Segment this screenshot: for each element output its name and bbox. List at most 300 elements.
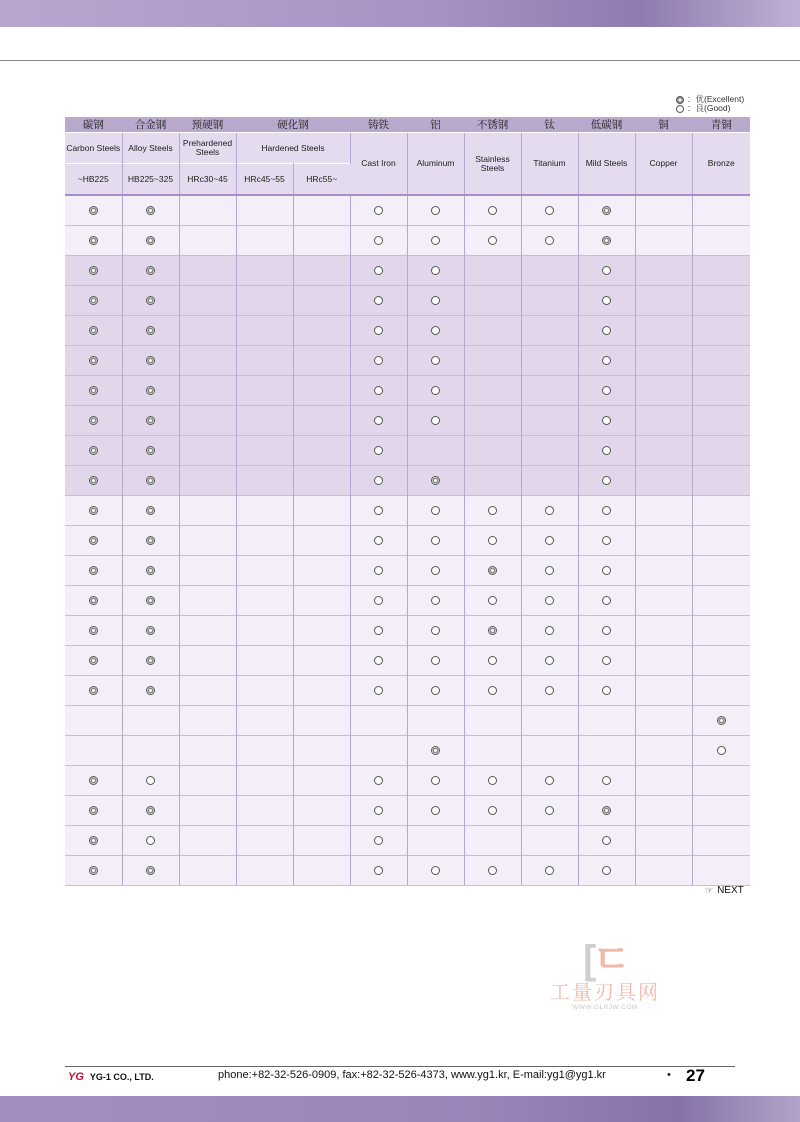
table-cell xyxy=(407,736,464,766)
excellent-icon xyxy=(146,506,155,515)
table-cell xyxy=(122,496,179,526)
table-cell xyxy=(578,526,635,556)
good-icon xyxy=(488,536,497,545)
good-icon xyxy=(431,686,440,695)
table-cell xyxy=(122,556,179,586)
table-cell xyxy=(578,856,635,886)
table-cell xyxy=(692,796,750,826)
table-cell xyxy=(692,466,750,496)
table-cell xyxy=(350,646,407,676)
excellent-icon xyxy=(146,566,155,575)
table-cell xyxy=(578,586,635,616)
table-cell xyxy=(122,616,179,646)
table-cell xyxy=(464,316,521,346)
table-cell xyxy=(464,826,521,856)
table-cell xyxy=(407,706,464,736)
good-icon xyxy=(602,836,611,845)
footer-bullet: • xyxy=(667,1069,671,1081)
good-icon xyxy=(602,656,611,665)
table-cell xyxy=(635,856,692,886)
table-cell xyxy=(635,676,692,706)
table-cell xyxy=(692,226,750,256)
table-cell xyxy=(407,376,464,406)
table-cell xyxy=(521,826,578,856)
table-cell xyxy=(692,346,750,376)
table-cell xyxy=(578,256,635,286)
table-row xyxy=(65,466,750,496)
good-icon xyxy=(431,206,440,215)
bottom-decorative-band xyxy=(0,1096,800,1122)
table-cell xyxy=(407,406,464,436)
table-cell xyxy=(407,796,464,826)
table-cell xyxy=(692,736,750,766)
good-icon xyxy=(545,236,554,245)
watermark xyxy=(530,940,680,1011)
table-cell xyxy=(407,226,464,256)
excellent-icon xyxy=(89,236,98,245)
table-cell xyxy=(122,316,179,346)
table-cell xyxy=(635,195,692,226)
good-icon xyxy=(602,866,611,875)
good-icon xyxy=(545,776,554,785)
col-copper: Copper xyxy=(635,133,692,196)
table-cell xyxy=(179,406,236,436)
table-cell xyxy=(65,856,122,886)
table-cell xyxy=(293,646,350,676)
table-cell xyxy=(521,556,578,586)
table-cell xyxy=(179,856,236,886)
table-cell xyxy=(350,556,407,586)
table-cell xyxy=(521,256,578,286)
good-icon xyxy=(431,266,440,275)
table-cell xyxy=(578,406,635,436)
company-name: YG-1 CO., LTD. xyxy=(89,1072,154,1082)
good-icon xyxy=(431,866,440,875)
table-cell xyxy=(464,646,521,676)
col-zh-mild: 低碳钢 xyxy=(578,117,635,133)
table-cell xyxy=(407,826,464,856)
table-cell xyxy=(350,316,407,346)
table-cell xyxy=(350,406,407,436)
good-icon xyxy=(431,386,440,395)
table-cell xyxy=(122,646,179,676)
table-cell xyxy=(236,556,293,586)
table-cell xyxy=(293,226,350,256)
top-decorative-band xyxy=(0,0,800,27)
table-cell xyxy=(293,676,350,706)
table-cell xyxy=(122,766,179,796)
material-suitability-table xyxy=(65,117,750,886)
good-icon xyxy=(545,536,554,545)
table-row xyxy=(65,526,750,556)
table-cell xyxy=(635,436,692,466)
table-cell xyxy=(692,646,750,676)
good-icon xyxy=(488,866,497,875)
table-cell xyxy=(521,766,578,796)
col-aluminum: Aluminum xyxy=(407,133,464,196)
table-cell xyxy=(236,436,293,466)
table-cell xyxy=(293,436,350,466)
table-cell xyxy=(692,286,750,316)
table-cell xyxy=(179,346,236,376)
legend-good xyxy=(676,104,744,113)
table-cell xyxy=(293,586,350,616)
table-cell xyxy=(521,646,578,676)
excellent-icon xyxy=(602,806,611,815)
table-row xyxy=(65,226,750,256)
table-cell xyxy=(236,526,293,556)
table-cell xyxy=(236,226,293,256)
table-row xyxy=(65,406,750,436)
table-cell xyxy=(521,346,578,376)
table-cell xyxy=(692,556,750,586)
table-cell xyxy=(350,766,407,796)
table-cell xyxy=(521,796,578,826)
table-cell xyxy=(293,406,350,436)
table-cell xyxy=(122,826,179,856)
good-icon xyxy=(374,686,383,695)
table-cell xyxy=(236,406,293,436)
table-cell xyxy=(350,586,407,616)
excellent-icon xyxy=(676,96,684,104)
table-cell xyxy=(635,586,692,616)
table-cell xyxy=(407,526,464,556)
good-icon xyxy=(146,836,155,845)
table-cell xyxy=(350,736,407,766)
table-cell xyxy=(578,436,635,466)
good-icon xyxy=(374,386,383,395)
good-icon xyxy=(431,626,440,635)
table-cell xyxy=(578,676,635,706)
good-icon xyxy=(374,806,383,815)
table-cell xyxy=(350,796,407,826)
good-icon xyxy=(545,566,554,575)
table-cell xyxy=(578,316,635,346)
table-row xyxy=(65,616,750,646)
good-icon xyxy=(488,656,497,665)
table-cell xyxy=(293,316,350,346)
excellent-icon xyxy=(146,356,155,365)
table-cell xyxy=(293,256,350,286)
table-cell xyxy=(122,406,179,436)
company-logo xyxy=(68,1071,154,1083)
table-cell xyxy=(635,616,692,646)
excellent-icon xyxy=(146,386,155,395)
table-cell xyxy=(692,436,750,466)
table-cell xyxy=(122,286,179,316)
excellent-icon xyxy=(89,326,98,335)
table-cell xyxy=(65,195,122,226)
table-cell xyxy=(179,766,236,796)
good-icon xyxy=(602,536,611,545)
table-cell xyxy=(521,676,578,706)
excellent-icon xyxy=(89,626,98,635)
good-icon xyxy=(488,506,497,515)
table-cell xyxy=(293,526,350,556)
table-cell xyxy=(464,736,521,766)
table-cell xyxy=(407,646,464,676)
table-row xyxy=(65,256,750,286)
excellent-icon xyxy=(146,266,155,275)
table-cell xyxy=(692,706,750,736)
col-prehardened-steels: Prehardened Steels xyxy=(179,133,236,164)
table-cell xyxy=(521,616,578,646)
table-cell xyxy=(350,286,407,316)
table-cell xyxy=(122,195,179,226)
table-cell xyxy=(236,256,293,286)
legend-good-label: ：良(Good) xyxy=(687,103,731,113)
table-cell xyxy=(122,736,179,766)
table-cell xyxy=(236,706,293,736)
table-cell xyxy=(350,826,407,856)
table-cell xyxy=(122,526,179,556)
good-icon xyxy=(602,626,611,635)
good-icon xyxy=(602,476,611,485)
table-cell xyxy=(293,616,350,646)
good-icon xyxy=(602,386,611,395)
table-cell xyxy=(407,346,464,376)
excellent-icon xyxy=(89,566,98,575)
table-cell xyxy=(293,856,350,886)
table-cell xyxy=(236,676,293,706)
table-cell xyxy=(179,736,236,766)
table-cell xyxy=(179,616,236,646)
table-cell xyxy=(635,796,692,826)
table-cell xyxy=(521,406,578,436)
col-zh-bronze: 青铜 xyxy=(692,117,750,133)
excellent-icon xyxy=(488,566,497,575)
good-icon xyxy=(431,506,440,515)
hardness-prehard: HRc30~45 xyxy=(179,164,236,196)
table-cell xyxy=(293,286,350,316)
col-bronze: Bronze xyxy=(692,133,750,196)
table-cell xyxy=(692,676,750,706)
header-row-english xyxy=(65,133,750,164)
table-cell xyxy=(635,226,692,256)
table-cell xyxy=(578,826,635,856)
table-row xyxy=(65,286,750,316)
excellent-icon xyxy=(146,416,155,425)
table-cell xyxy=(65,376,122,406)
excellent-icon xyxy=(717,716,726,725)
next-page-indicator[interactable] xyxy=(705,885,744,896)
table-cell xyxy=(179,316,236,346)
hardness-hardened-low: HRc45~55 xyxy=(236,164,293,196)
excellent-icon xyxy=(146,686,155,695)
excellent-icon xyxy=(89,836,98,845)
table-cell xyxy=(350,526,407,556)
table-cell xyxy=(407,586,464,616)
table-cell xyxy=(692,316,750,346)
table-cell xyxy=(578,736,635,766)
table-cell xyxy=(635,556,692,586)
table-cell xyxy=(293,556,350,586)
table-cell xyxy=(407,556,464,586)
excellent-icon xyxy=(89,416,98,425)
col-zh-titanium: 钛 xyxy=(521,117,578,133)
header-row-chinese xyxy=(65,117,750,133)
good-icon xyxy=(431,656,440,665)
table-cell xyxy=(521,195,578,226)
table-cell xyxy=(635,706,692,736)
table-cell xyxy=(464,346,521,376)
table-cell xyxy=(578,286,635,316)
next-label: NEXT xyxy=(717,885,744,896)
table-cell xyxy=(179,286,236,316)
table-cell xyxy=(578,376,635,406)
col-stainless-steels: Stainless Steels xyxy=(464,133,521,196)
table-cell xyxy=(65,346,122,376)
table-cell xyxy=(65,706,122,736)
table-cell xyxy=(236,736,293,766)
good-icon xyxy=(431,356,440,365)
table-cell xyxy=(122,586,179,616)
table-cell xyxy=(350,466,407,496)
good-icon xyxy=(374,266,383,275)
table-cell xyxy=(578,556,635,586)
excellent-icon xyxy=(602,206,611,215)
table-cell xyxy=(122,466,179,496)
table-cell xyxy=(635,496,692,526)
good-icon xyxy=(374,626,383,635)
table-cell xyxy=(521,856,578,886)
table-cell xyxy=(65,286,122,316)
good-icon xyxy=(374,566,383,575)
table-cell xyxy=(293,496,350,526)
table-row xyxy=(65,826,750,856)
hardness-carbon: ~HB225 xyxy=(65,164,122,196)
table-cell xyxy=(578,766,635,796)
table-cell xyxy=(350,346,407,376)
table-cell xyxy=(179,556,236,586)
table-cell xyxy=(635,646,692,676)
contact-info: phone:+82-32-526-0909, fax:+82-32-526-4373, www.yg1.kr, E-mail:yg1@yg1.kr xyxy=(218,1069,606,1081)
excellent-icon xyxy=(146,626,155,635)
table-cell xyxy=(464,256,521,286)
hardness-hardened-high: HRc55~ xyxy=(293,164,350,196)
excellent-icon xyxy=(89,206,98,215)
table-cell xyxy=(65,646,122,676)
table-cell xyxy=(350,496,407,526)
table-cell xyxy=(464,286,521,316)
good-icon xyxy=(545,686,554,695)
table-row xyxy=(65,736,750,766)
table-cell xyxy=(236,496,293,526)
table-cell xyxy=(521,706,578,736)
table-cell xyxy=(464,526,521,556)
good-icon xyxy=(374,326,383,335)
table-cell xyxy=(179,466,236,496)
table-cell xyxy=(65,466,122,496)
col-titanium: Titanium xyxy=(521,133,578,196)
footer-divider xyxy=(65,1066,735,1067)
table-cell xyxy=(407,256,464,286)
good-icon xyxy=(545,866,554,875)
table-cell xyxy=(578,346,635,376)
table-cell xyxy=(179,195,236,226)
good-icon xyxy=(602,446,611,455)
good-icon xyxy=(374,416,383,425)
table-cell xyxy=(692,406,750,436)
table-cell xyxy=(122,376,179,406)
table-cell xyxy=(179,676,236,706)
table-cell xyxy=(464,676,521,706)
table-cell xyxy=(179,226,236,256)
table-cell xyxy=(521,526,578,556)
table-cell xyxy=(464,226,521,256)
excellent-icon xyxy=(146,446,155,455)
table-cell xyxy=(179,376,236,406)
table-cell xyxy=(635,286,692,316)
table-cell xyxy=(635,346,692,376)
excellent-icon xyxy=(89,386,98,395)
good-icon xyxy=(488,686,497,695)
excellent-icon xyxy=(146,476,155,485)
table-cell xyxy=(179,826,236,856)
table-cell xyxy=(464,796,521,826)
table-cell xyxy=(521,496,578,526)
table-cell xyxy=(236,766,293,796)
table-cell xyxy=(407,466,464,496)
table-cell xyxy=(521,586,578,616)
table-cell xyxy=(65,766,122,796)
table-cell xyxy=(407,676,464,706)
good-icon xyxy=(146,776,155,785)
table-cell xyxy=(179,646,236,676)
table-cell xyxy=(578,616,635,646)
table-cell xyxy=(65,526,122,556)
good-icon xyxy=(602,296,611,305)
table-cell xyxy=(122,226,179,256)
table-cell xyxy=(65,826,122,856)
excellent-icon xyxy=(488,626,497,635)
table-cell xyxy=(236,856,293,886)
table-cell xyxy=(464,856,521,886)
table-cell xyxy=(464,586,521,616)
table-cell xyxy=(65,556,122,586)
table-cell xyxy=(122,256,179,286)
table-cell xyxy=(635,766,692,796)
excellent-icon xyxy=(89,596,98,605)
table-cell xyxy=(293,346,350,376)
table-cell xyxy=(521,376,578,406)
excellent-icon xyxy=(602,236,611,245)
good-icon xyxy=(374,476,383,485)
table-cell xyxy=(692,376,750,406)
good-icon xyxy=(431,536,440,545)
good-icon xyxy=(545,626,554,635)
table-cell xyxy=(464,766,521,796)
table-cell xyxy=(236,616,293,646)
excellent-icon xyxy=(89,686,98,695)
good-icon xyxy=(374,866,383,875)
table-cell xyxy=(692,826,750,856)
table-cell xyxy=(464,376,521,406)
good-icon xyxy=(676,105,684,113)
excellent-icon xyxy=(89,356,98,365)
excellent-icon xyxy=(89,656,98,665)
table-cell xyxy=(65,736,122,766)
col-cast-iron: Cast Iron xyxy=(350,133,407,196)
table-cell xyxy=(407,856,464,886)
good-icon xyxy=(545,206,554,215)
table-cell xyxy=(578,195,635,226)
watermark-url: WWW.GLRJW.COM xyxy=(572,1004,638,1011)
table-cell xyxy=(350,376,407,406)
table-cell xyxy=(179,526,236,556)
excellent-icon xyxy=(431,746,440,755)
table-cell xyxy=(635,406,692,436)
